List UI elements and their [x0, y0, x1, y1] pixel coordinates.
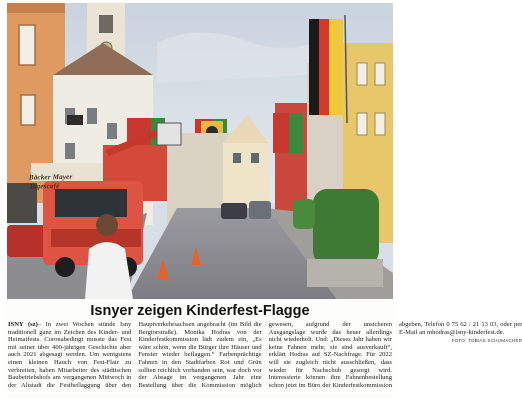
shop-sign-line-2: Tagescafé: [29, 182, 60, 191]
article-paragraph-1-text: – In zwei Wochen stünde Isny traditionell ganz im Zeichen des Kinder- und Heimatfests. Coronabedingt musste das Fest mit seiner über 400-jährigen Geschichte aber auch 2021 abgesagt werden. Um wenigstens einen kleinen Hauch von Fest-Flair zu verbreiten, haben Mitarbeiter des städtischen Baubetriebshofs am vergangenen Mittwoch in der Altstadt die Festbeflaggung über den Hauptverkehrsachsen angebracht (im Bild die Bergtorstraße). Monika Hodras von der Kinderfestkommission lädt zudem ein, „Es wäre schön, wenn die Bürger ihre Häuser und Fenster wieder beflaggen.“ Farbenprächtige Fahnen in den Stadtfarben Rot und Grün sollten reichlich vorhanden sein, war doch vor der Absage im vergangenen Jahr eine Bestellung über die Kommission möglich gewesen, aufgrund der unsicheren Ausgangslage wurde das heuer allerdings nicht wiederholt.: [8, 321, 392, 389]
article-photo: [7, 3, 393, 299]
article-body: [8, 321, 522, 395]
article-paragraph-2-text: Und: „Dieses Jahr haben wir keine Fahnen mehr, sie sind ausverkauft“, erklärt Hodras auf SZ-Nachfrage. Für 2022 will sie zugleich nicht ausschließen, dass wieder für Nachschub gesorgt wird. Interessierte können ihre Fahnenbestellung schon jetzt im Büro der Kinderfestkommission abgeben, Telefon 0 75 62 / 21 13 03, oder per E-Mail an mhodras@isny-kinderfest.de.: [268, 321, 522, 389]
shop-sign-line-1: Bäcker Mayer: [28, 172, 73, 182]
article-paragraph-1: [8, 321, 522, 395]
shop-sign: [29, 172, 93, 191]
article-dateline: ISNY (sz): [8, 321, 38, 328]
article-headline: Isnyer zeigen Kinderfest-Flagge: [90, 303, 310, 319]
photo-credit: FOTO: TOBIAS SCHUMACHER: [451, 337, 522, 343]
newspaper-clipping: [7, 3, 522, 397]
